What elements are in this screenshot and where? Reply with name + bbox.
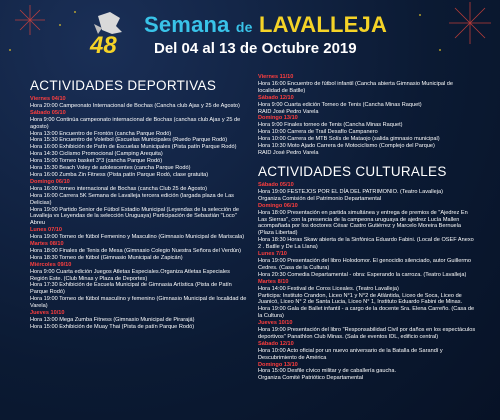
day-heading: Lunes 07/10 (30, 227, 63, 234)
activity-line: Hora 18:30 Horas Skaw abierta de la Sinfónica Eduardo Fabini. (Local de OSEF Anexo 2 . Batlle y De La Llana) (258, 237, 474, 251)
day-heading: Lunes 7/10 (258, 251, 287, 258)
activity-line: Hora 10:00 Acto oficial por un nuevo aniversario de la Batalla de Sarandí y Descubrimiento de América (258, 347, 443, 361)
schedule-day (30, 179, 248, 227)
schedule-day (30, 96, 248, 110)
activity-line: Hora 10:30 Moto Ajado Carrera de Motociclismo (Complejo del Parque) (258, 143, 435, 150)
activity-line: Hora 14:00 Festival de Coros Liceales. (Teatro Lavalleja) (258, 285, 399, 292)
day-heading: Sábado 05/10 (258, 182, 294, 188)
activity-line: Hora 13:00 Mega Zumba Fitness (Gimnasio Municipal de Pirarajá) (30, 317, 195, 323)
activity-line: Hora 9:00 Cuarta edición Torneo de Tenis (Cancha Minas Raquet) (258, 101, 422, 108)
activity-line: Hora 19:00 Presentación del libro "Responsabilidad Civil por daños en los espectáculos deportivos" Panathlon Club Minas. (Sala de eventos IDL, edificio central) (258, 327, 476, 340)
schedule-day (30, 227, 248, 241)
day-heading: Jueves 10/10 (30, 310, 65, 317)
day-heading: Domingo 13/10 (258, 361, 298, 368)
day-heading: Domingo 06/10 (258, 202, 298, 209)
activity-line: Hora 15:30 Beach Voley de adolescentes (cancha Parque Rodó) (30, 165, 191, 172)
activity-line: Hora 18:30 Torneo de fútbol (Gimnasio Municipal de Zapicán) (30, 254, 183, 261)
activity-line: RAID José Pedro Varela (258, 149, 319, 156)
schedule-day (258, 279, 476, 320)
activity-line: Hora 17:30 Exhibición de Escuela Municipal de Gimnasia Artística (Pista de Patín Parque Rodó) (30, 282, 232, 296)
activity-line: Hora 16:00 Exhibición de Patín de Escuelas Municipales (Pista patín Parque Rodó) (30, 144, 237, 151)
activity-line: Hora 20:30 Comedia Departamental - obra: Esperando la carroza. (Teatro Lavalleja) (258, 271, 467, 278)
activity-line: Hora 10:00 Carrera de MTB Solís de Mataojo (salida gimnasio municipal) (258, 136, 440, 143)
activity-line: Hora 20:00 Campeonato Internacional de Bochas (Cancha club Ajas y 25 de Agosto) (30, 102, 240, 109)
activity-line: Hora 19:00 Torneo de fútbol Femenino y Masculino (Gimnasio Municipal de Mariscala) (30, 234, 245, 241)
title-city: LAVALLEJA (258, 12, 388, 37)
sports-schedule-continued (258, 74, 476, 157)
sports-schedule (30, 96, 248, 331)
day-heading: Domingo 13/10 (258, 115, 298, 122)
activity-line: Hora 16:00 torneo internacional de Bochas (cancha Club 25 de Agosto) (30, 185, 207, 192)
activity-line: Hora 15:30 Encuentro de Voleibol (Escuelas Municipales (Ruedo Parque Rodó) (30, 137, 228, 144)
activity-line: Hora 9:00 Finales torneo de Tenis (Cancha Minas Raquet) (258, 122, 403, 129)
activity-line: Hora 9:00 Cuarta edición Juegos Atletas Especiales.Organiza Atletas Especiales Región Este. (Club Minas y Plaza de Deportes) (30, 268, 230, 282)
schedule-day (258, 341, 476, 362)
day-heading: Viernes 04/10 (30, 96, 66, 102)
day-heading: Miércoles 09/10 (30, 261, 72, 268)
activity-line: Hora 16:00 Carrera 5K Semana de Lavalleja tercera edición (largada plaza de Las Delicias) (30, 192, 234, 206)
event-title (144, 12, 387, 38)
activity-line: Hora 19:00 FESTEJOS POR EL DÍA DEL PATRIMONIO. (Teatro Lavalleja) (258, 188, 443, 195)
activity-line: Hora 9:00 Continúa campeonato internacional de Bochas (canchas club Ajas y 25 de agosto) (30, 116, 241, 130)
schedule-day (30, 110, 248, 179)
activity-line: Organiza Comisión del Patrimonio Departamental (258, 195, 382, 202)
cultural-section-title: ACTIVIDADES CULTURALES (258, 164, 447, 179)
schedule-day (258, 203, 476, 251)
day-heading: Domingo 06/10 (30, 178, 70, 185)
activity-line: Hora 19:00 Partido Senior de Fútbol Estadio Municipal (Leyendas de la selección de Lavalleja vs Leyendas de la selección Uruguaya) Participación de Sebastián "Loco" Abreu (30, 206, 239, 227)
event-dates: Del 04 al 13 de Octubre 2019 (154, 40, 357, 57)
day-heading: Sábado 12/10 (258, 94, 294, 101)
activity-line: Hora 16:00 Zumba Zin Fitness (Pista patín Parque Rodó, clase gratuita) (30, 171, 209, 178)
schedule-day (258, 74, 476, 95)
activity-line: Hora 14:30 Ciclismo Promocional (Camping Arequita) (30, 151, 163, 158)
day-heading: Sábado 12/10 (258, 340, 294, 347)
schedule-day (30, 262, 248, 310)
activity-line: Hora 19:00 Presentación del libro Holodomor. El genocidio silenciado, autor Guillermo Cedres. (Casa de la Cultura) (258, 257, 471, 271)
activity-line: Organiza Comité Patriótico Departamental (258, 375, 364, 382)
activity-line: Hora 19:00 Torneo de fútbol masculino y femenino (Gimnasio Municipal de localidad de Varela) (30, 296, 247, 310)
gaucho-logo (88, 10, 130, 66)
activity-line: Hora 13:00 Encuentro de Frontón (cancha Parque Rodó) (30, 130, 172, 137)
activity-line: Participa: Instituto Crandon, Liceo N°1 y N°2 de Atlántida, Liceo de Soca, Liceo de Juanicó, Liceo N° 2 de Santa Lucia, Liceo N° 1, Instituto Eduardo Fabini de Minas. (258, 292, 463, 306)
schedule-day (30, 310, 248, 331)
activity-line: Hora 15:00 Desfile cívico militar y de caballería gaucha. (258, 368, 397, 375)
day-heading: Jueves 10/10 (258, 320, 293, 327)
activity-line: RAID José Pedro Varela (258, 108, 319, 115)
day-heading: Sábado 05/10 (30, 109, 66, 116)
schedule-day (258, 95, 476, 116)
day-heading: Martes 08/10 (30, 241, 64, 248)
schedule-day (30, 241, 248, 262)
activity-line: Hora 18:00 Presentación en partida simultánea y entrega de premios de "Ajedrez En Las Sierras", con la presencia de la campeona uruguaya de ajedrez Lucía Mallen acompañada por los doctores César Castro Gutiérrez y Marcelo Moreira Bernuela (Plaza Libertad) (258, 209, 468, 237)
activity-line: Hora 19:00 Gala de Ballet infantil - a cargo de la docente Sra. Elena Carreño. (Casa de la Cultura) (258, 306, 475, 320)
schedule-day (258, 320, 476, 341)
cultural-schedule (258, 182, 476, 382)
activity-line: Hora 10:00 Carrera de Trail Desafío Campanero (258, 129, 378, 136)
schedule-day (258, 362, 476, 383)
activity-line: Hora 15:00 Torneo basket 3*3 (cancha Parque Rodó) (30, 158, 163, 165)
schedule-day (258, 115, 476, 156)
activity-line: Hora 15:00 Exhibición de Muay Thai (Pista de patín Parque Rodó) (30, 323, 195, 330)
schedule-day (258, 251, 476, 279)
sports-section-title: ACTIVIDADES DEPORTIVAS (30, 78, 217, 93)
day-heading: Viernes 11/10 (258, 74, 294, 80)
logo-number: 48 (90, 32, 117, 59)
title-prefix: Semana (144, 12, 230, 37)
title-de: de (235, 19, 253, 35)
activity-line: Hora 16:00 Encuentro de fútbol infantil (Cancha abierta Gimnasio Municipal de localidad de Batlle) (258, 80, 453, 94)
schedule-day (258, 182, 476, 203)
day-heading: Martes 8/10 (258, 278, 289, 285)
activity-line: Hora 18:00 Finales de Tenis de Mesa (Gimnasio Colegio Nuestra Señora del Verdún) (30, 247, 242, 254)
header (0, 6, 500, 66)
